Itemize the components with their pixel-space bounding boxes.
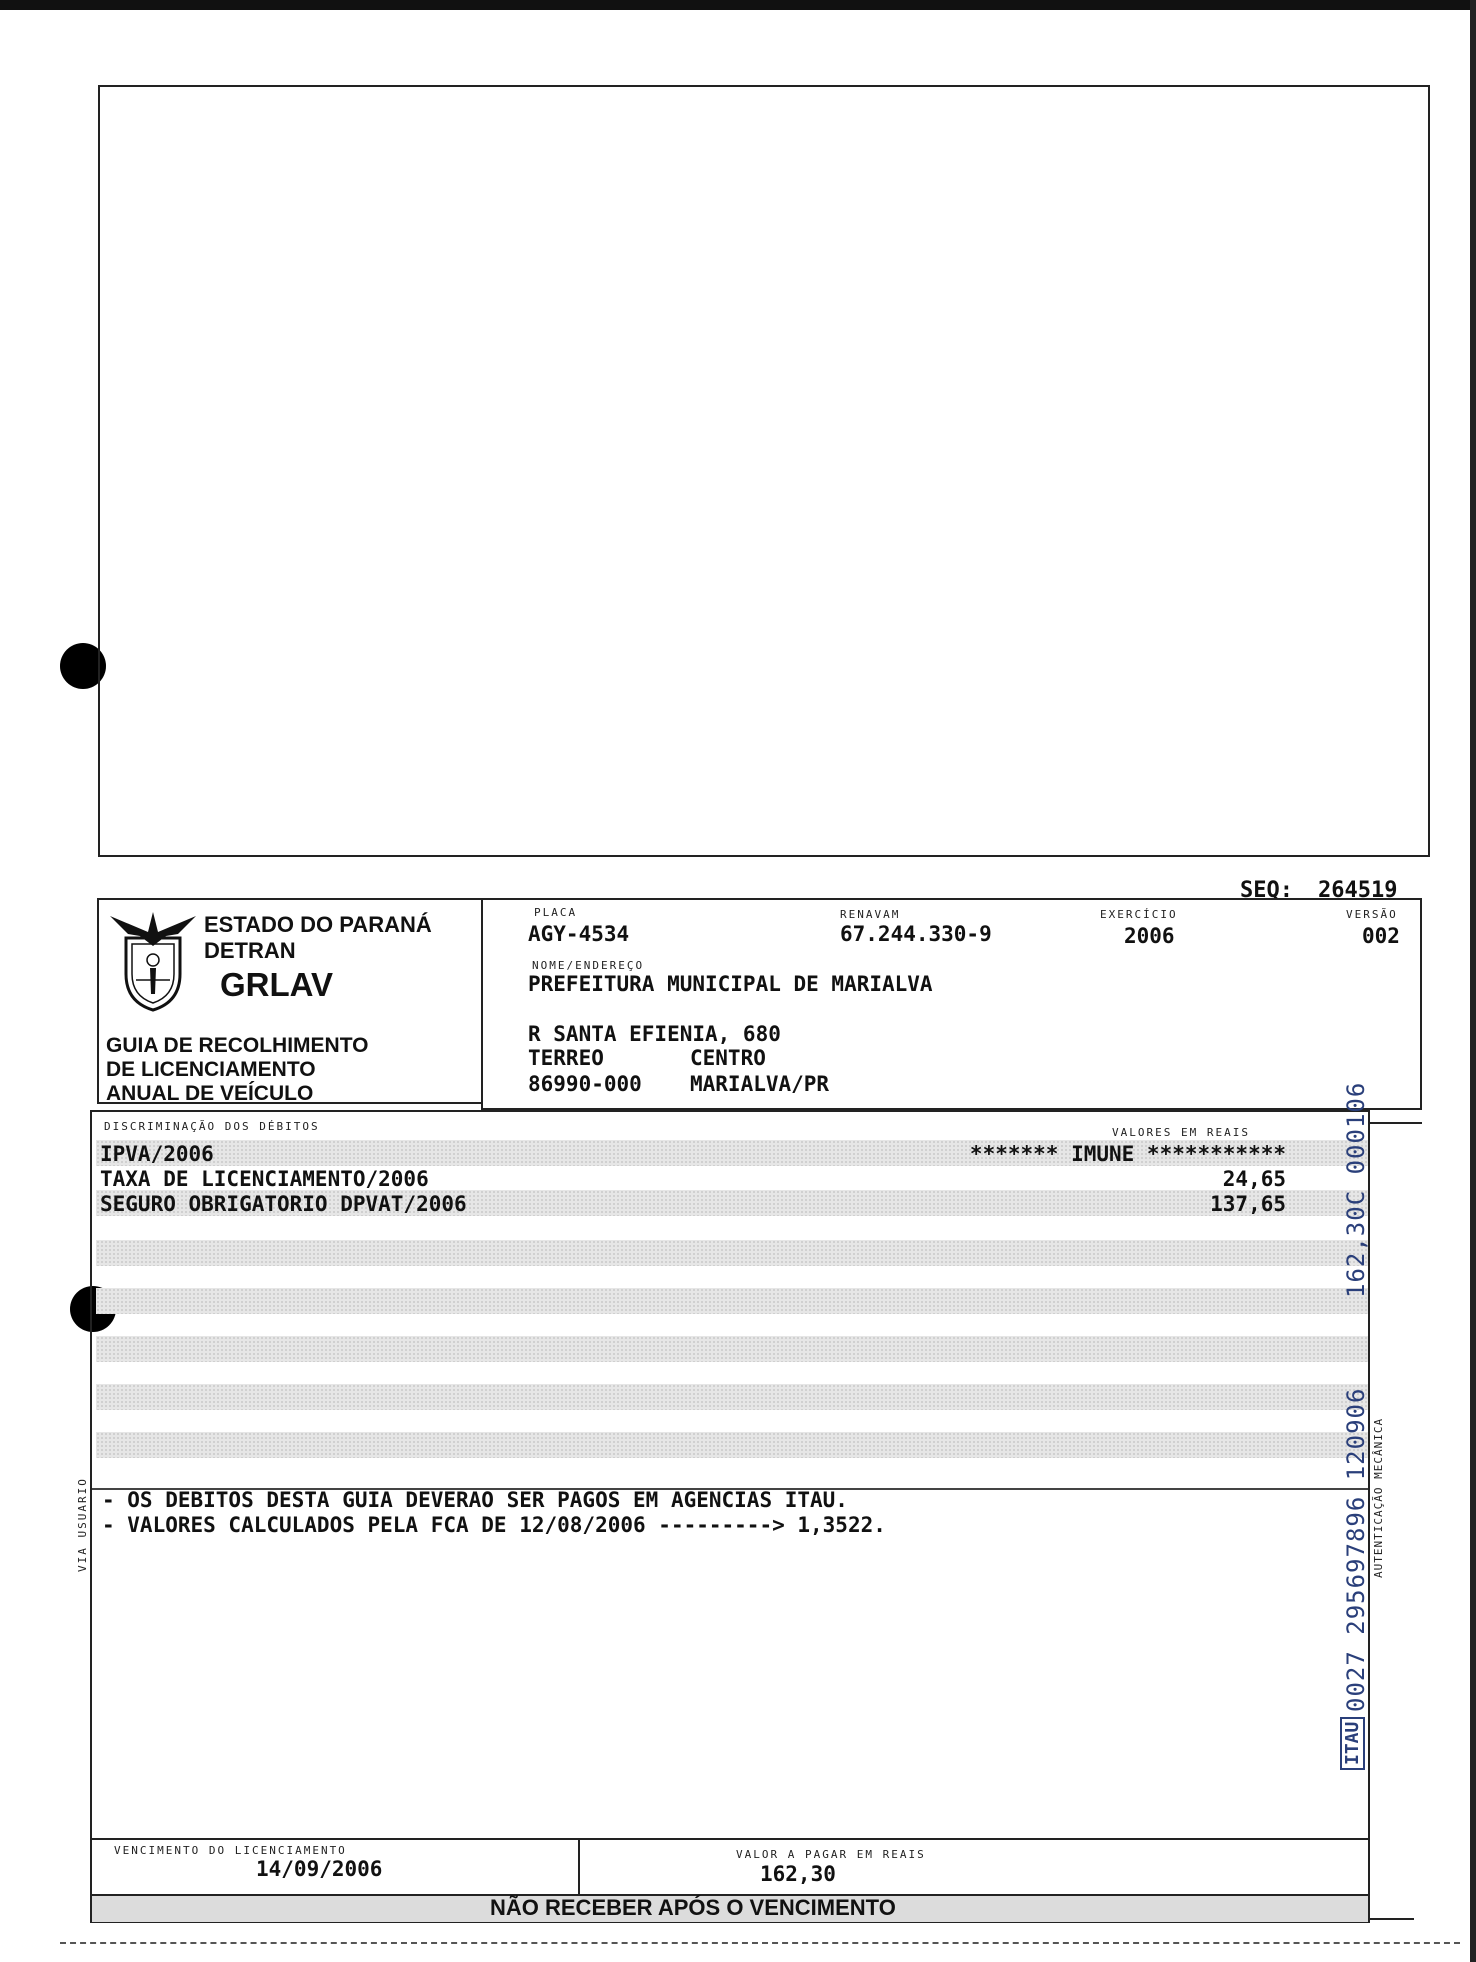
debits-label: DISCRIMINAÇÃO DOS DÉBITOS [104,1120,320,1133]
footer-top-rule [92,1838,1368,1840]
debit-stripe [96,1336,1368,1362]
blank-upper-area [98,85,1430,857]
values-label: VALORES EM REAIS [1112,1126,1250,1139]
warning-text: NÃO RECEBER APÓS O VENCIMENTO [490,1895,896,1920]
owner-label: NOME/ENDEREÇO [532,959,645,972]
debit-stripe [96,1432,1368,1458]
footer-divider [578,1838,580,1894]
vencimento-label: VENCIMENTO DO LICENCIAMENTO [114,1844,347,1857]
owner-city: MARIALVA/PR [690,1072,830,1096]
form-title-line-3: ANUAL DE VEÍCULO [106,1082,314,1105]
debit-amount: 137,65 [1210,1192,1286,1216]
valor-value: 162,30 [760,1862,836,1886]
exercicio-value: 2006 [1124,924,1175,948]
debit-desc: SEGURO OBRIGATORIO DPVAT/2006 [100,1192,467,1216]
versao-value: 002 [1362,924,1400,948]
debit-row [100,1142,1286,1168]
seq-value: 264519 [1318,878,1398,903]
tear-line [60,1942,1460,1944]
placa-value: AGY-4534 [528,922,630,946]
debit-amount: ******* IMUNE *********** [969,1142,1286,1166]
owner-name: PREFEITURA MUNICIPAL DE MARIALVA [528,972,933,996]
via-usuario-label: VIA USUARIO [76,1477,89,1572]
auth-stamp-bank: ITAU [1340,1717,1365,1770]
debit-stripe [96,1288,1368,1314]
seq-label: SEQ: [1240,878,1293,903]
debit-stripe [96,1240,1368,1266]
debit-desc: IPVA/2006 [100,1142,214,1166]
owner-address: R SANTA EFIENIA, 680 [528,1022,781,1046]
valor-label: VALOR A PAGAR EM REAIS [736,1848,926,1861]
debit-stripe [96,1384,1368,1410]
owner-district: CENTRO [690,1046,766,1070]
autenticacao-label: AUTENTICAÇÃO MECÂNICA [1372,1417,1385,1578]
debit-row [100,1192,1286,1218]
footer-right-rule [1370,1918,1414,1920]
form-title-line-2: DE LICENCIAMENTO [106,1058,316,1081]
form-title-line-1: GUIA DE RECOLHIMENTO [106,1034,369,1057]
versao-label: VERSÃO [1346,908,1398,921]
renavam-label: RENAVAM [840,908,901,921]
owner-cep: 86990-000 [528,1072,642,1096]
debit-desc: TAXA DE LICENCIAMENTO/2006 [100,1167,429,1191]
auth-stamp-top: 162,30C 000106 [1342,1081,1370,1298]
note-line-1: - OS DEBITOS DESTA GUIA DEVERAO SER PAGOS EM AGENCIAS ITAU. [102,1488,848,1512]
right-rule [1368,1122,1422,1124]
debit-amount: 24,65 [1222,1167,1286,1191]
owner-complement: TERREO [528,1046,604,1070]
agency-name: DETRAN [204,938,296,963]
parana-coat-of-arms-icon [108,902,198,1012]
state-name: ESTADO DO PARANÁ [204,912,432,937]
placa-label: PLACA [534,906,578,919]
form-code: GRLAV [220,966,334,1003]
debit-row [100,1167,1286,1193]
vencimento-value: 14/09/2006 [256,1857,383,1881]
renavam-value: 67.244.330-9 [840,922,992,946]
exercicio-label: EXERCÍCIO [1100,908,1178,921]
note-line-2: - VALORES CALCULADOS PELA FCA DE 12/08/2006 ---------> 1,3522. [102,1513,886,1537]
scan-right-edge [1470,0,1476,1962]
auth-stamp-bottom: 0027 295697896 120906 [1342,1387,1370,1712]
scan-top-edge [0,0,1476,10]
